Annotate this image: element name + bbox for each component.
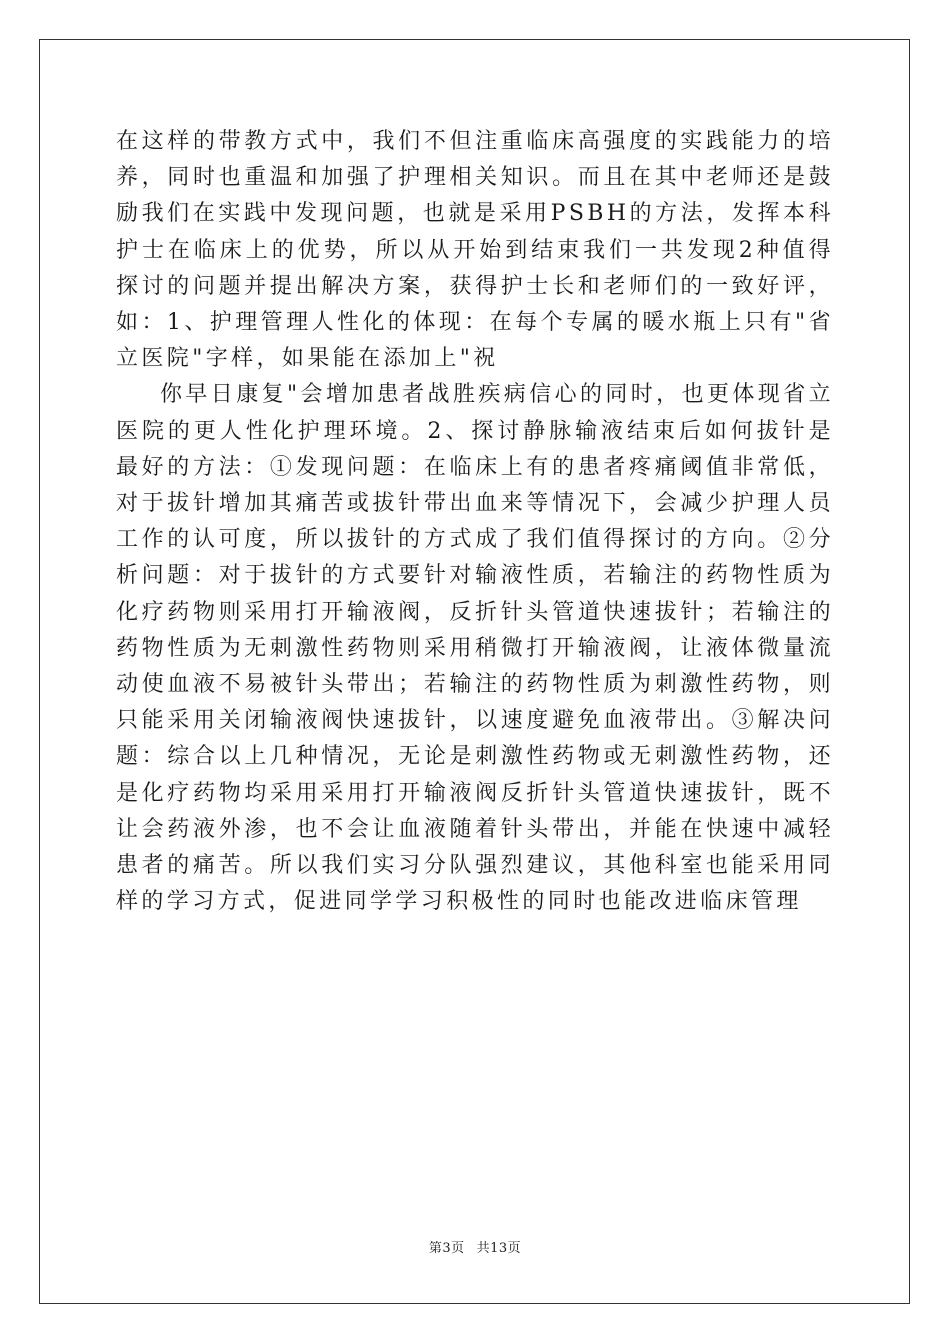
page-footer <box>0 1237 950 1256</box>
paragraph-1: 在这样的带教方式中，我们不但注重临床高强度的实践能力的培养，同时也重温和加强了护理相关知识。而且在其中老师还是鼓励我们在实践中发现问题，也就是采用PSBH的方法，发挥本科护士在临床上的优势，所以从开始到结束我们一共发现2种值得探讨的问题并提出解决方案，获得护士长和老师们的一致好评，如：1、护理管理人性化的体现：在每个专属的暖水瓶上只有"省立医院"字样，如果能在添加上"祝 <box>116 129 834 372</box>
page-total: 共13页 <box>476 1241 522 1256</box>
paragraph-2: 你早日康复"会增加患者战胜疾病信心的同时，也更体现省立医院的更人性化护理环境。2、探讨静脉输液结束后如何拔针是最好的方法：①发现问题：在临床上有的患者疼痛阈值非常低，对于拔针增加其痛苦或拔针带出血来等情况下，会减少护理人员工作的认可度，所以拔针的方式成了我们值得探讨的方向。②分析问题：对于拔针的方式要针对输液性质，若输注的药物性质为化疗药物则采用打开输液阀，反折针头管道快速拔针；若输注的药物性质为无刺激性药物则采用稍微打开输液阀，让液体微量流动使血液不易被针头带出；若输注的药物性质为刺激性药物，则只能采用关闭输液阀快速拔针，以速度避免血液带出。③解决问题：综合以上几种情况，无论是刺激性药物或无刺激性药物，还是化疗药物均采用采用打开输液阀反折针头管道快速拔针，既不让会药液外渗，也不会让血液随着针头带出，并能在快速中减轻患者的痛苦。所以我们实习分队强烈建议，其他科室也能采用同样的学习方式，促进同学学习积极性的同时也能改进临床管理 <box>116 382 834 915</box>
page-number: 第3页 <box>428 1241 465 1256</box>
document-body <box>116 124 834 920</box>
